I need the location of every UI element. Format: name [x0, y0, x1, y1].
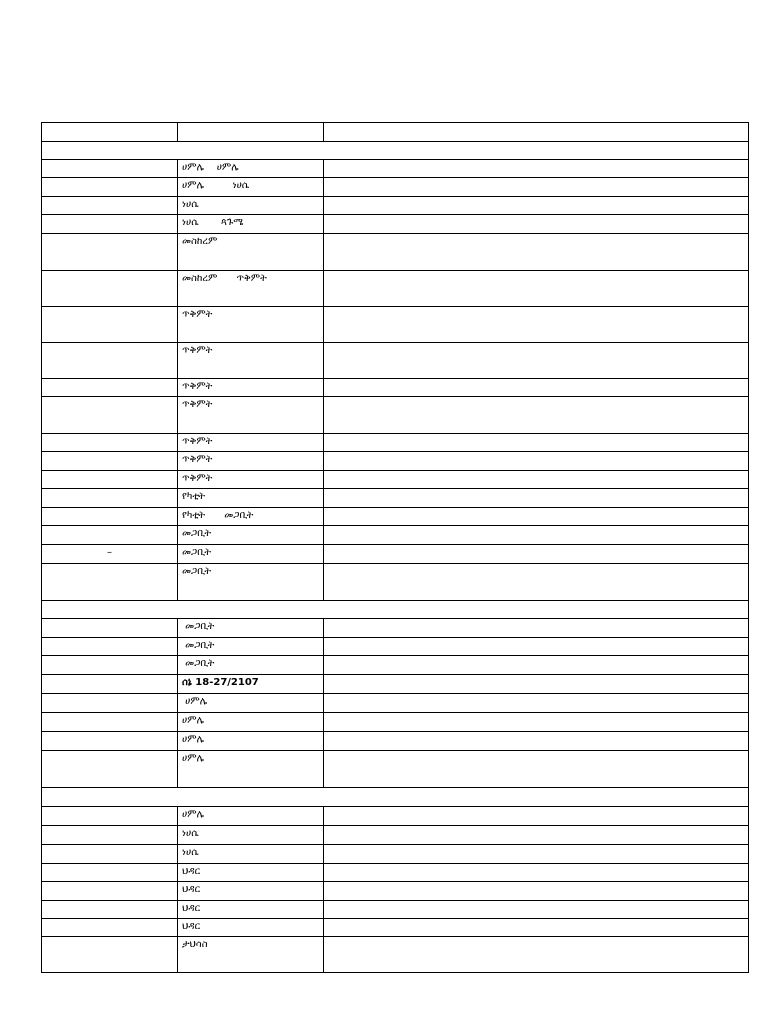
item-cell	[42, 307, 178, 343]
remark-cell	[324, 564, 749, 601]
table-row	[42, 397, 749, 434]
item-cell	[42, 343, 178, 379]
remark-cell	[324, 489, 749, 508]
item-cell	[42, 471, 178, 489]
table-row	[42, 713, 749, 732]
date-cell: ጥቅምት	[178, 471, 324, 489]
table-row	[42, 751, 749, 788]
remark-cell	[324, 937, 749, 973]
schedule-table-body	[42, 123, 749, 973]
table-row	[42, 271, 749, 307]
table-row	[42, 882, 749, 901]
item-cell	[42, 215, 178, 234]
remark-cell	[324, 271, 749, 307]
table-row	[42, 545, 749, 564]
item-cell	[42, 379, 178, 397]
item-cell	[42, 234, 178, 271]
remark-cell	[324, 379, 749, 397]
schedule-table	[41, 122, 749, 973]
table-row	[42, 123, 749, 142]
item-cell: –	[42, 545, 178, 564]
item-cell	[42, 508, 178, 526]
table-row	[42, 471, 749, 489]
item-cell	[42, 178, 178, 197]
item-cell	[42, 751, 178, 788]
date-cell: ሀምሌ	[178, 694, 324, 713]
table-row	[42, 564, 749, 601]
date-cell: ጥቅምት	[178, 379, 324, 397]
table-row	[42, 452, 749, 471]
remark-cell	[324, 434, 749, 452]
date-cell: ህዳር	[178, 882, 324, 901]
item-cell	[42, 452, 178, 471]
item-cell	[42, 397, 178, 434]
item-cell	[42, 564, 178, 601]
item-cell	[42, 434, 178, 452]
table-row	[42, 160, 749, 178]
date-cell: ጥቅምት	[178, 343, 324, 379]
remark-cell	[324, 807, 749, 826]
remark-cell	[324, 471, 749, 489]
date-cell: ነሀሴ ጳጉሜ	[178, 215, 324, 234]
section-divider-row	[42, 788, 749, 807]
item-cell	[42, 489, 178, 508]
item-cell	[42, 713, 178, 732]
remark-cell	[324, 178, 749, 197]
table-row	[42, 215, 749, 234]
table-row	[42, 379, 749, 397]
date-cell: መጋቢት	[178, 638, 324, 656]
date-cell: የካቲት መጋቢት	[178, 508, 324, 526]
item-cell	[42, 826, 178, 845]
section-divider-row	[42, 142, 749, 160]
remark-cell	[324, 638, 749, 656]
date-cell: ህዳር	[178, 864, 324, 882]
table-row	[42, 732, 749, 751]
date-cell: መጋቢት	[178, 545, 324, 564]
date-cell: ጥቅምት	[178, 434, 324, 452]
table-row	[42, 234, 749, 271]
item-cell	[42, 197, 178, 215]
item-cell	[42, 807, 178, 826]
item-cell	[42, 845, 178, 864]
item-cell	[42, 694, 178, 713]
remark-cell	[324, 675, 749, 694]
date-cell: መጋቢት	[178, 656, 324, 675]
date-cell: መጋቢት	[178, 526, 324, 545]
table-row	[42, 807, 749, 826]
date-cell	[178, 123, 324, 142]
item-cell	[42, 937, 178, 973]
table-row	[42, 901, 749, 919]
date-cell: ሀምሌ ነሀሴ	[178, 178, 324, 197]
item-cell	[42, 919, 178, 937]
remark-cell	[324, 160, 749, 178]
table-row	[42, 178, 749, 197]
date-cell: ነሀሴ	[178, 197, 324, 215]
item-cell	[42, 732, 178, 751]
remark-cell	[324, 864, 749, 882]
date-cell: ህዳር	[178, 901, 324, 919]
table-row	[42, 638, 749, 656]
item-cell	[42, 656, 178, 675]
remark-cell	[324, 656, 749, 675]
item-cell	[42, 901, 178, 919]
date-cell: ነሀሴ	[178, 845, 324, 864]
remark-cell	[324, 882, 749, 901]
remark-cell	[324, 343, 749, 379]
date-cell: ጥቅምት	[178, 397, 324, 434]
remark-cell	[324, 619, 749, 638]
section-divider-cell	[42, 142, 749, 160]
table-row	[42, 675, 749, 694]
item-cell	[42, 526, 178, 545]
remark-cell	[324, 526, 749, 545]
table-row	[42, 694, 749, 713]
date-cell: ሀምሌ	[178, 751, 324, 788]
table-row	[42, 508, 749, 526]
table-row	[42, 526, 749, 545]
remark-cell	[324, 234, 749, 271]
table-row	[42, 197, 749, 215]
remark-cell	[324, 713, 749, 732]
table-row	[42, 845, 749, 864]
section-divider-cell	[42, 788, 749, 807]
remark-cell	[324, 732, 749, 751]
table-row	[42, 919, 749, 937]
item-cell	[42, 882, 178, 901]
date-cell: ጥቅምት	[178, 307, 324, 343]
date-cell: ጥቅምት	[178, 452, 324, 471]
date-cell: ነሀሴ	[178, 826, 324, 845]
table-row	[42, 434, 749, 452]
table-row	[42, 343, 749, 379]
remark-cell	[324, 751, 749, 788]
remark-cell	[324, 919, 749, 937]
date-cell: ሰኔ 18-27/2107	[178, 675, 324, 694]
item-cell	[42, 160, 178, 178]
date-cell: መጋቢት	[178, 564, 324, 601]
section-divider-row	[42, 601, 749, 619]
table-row	[42, 489, 749, 508]
section-divider-cell	[42, 601, 749, 619]
date-cell: ህዳር	[178, 919, 324, 937]
remark-cell	[324, 826, 749, 845]
table-row	[42, 826, 749, 845]
table-row	[42, 656, 749, 675]
item-cell	[42, 864, 178, 882]
date-cell: ሀምሌ ሀምሌ	[178, 160, 324, 178]
date-cell: መጋቢት	[178, 619, 324, 638]
item-cell	[42, 638, 178, 656]
table-row	[42, 307, 749, 343]
date-cell: ሀምሌ	[178, 807, 324, 826]
date-cell: መስከረም	[178, 234, 324, 271]
remark-cell	[324, 545, 749, 564]
remark-cell	[324, 123, 749, 142]
item-cell	[42, 675, 178, 694]
table-row	[42, 864, 749, 882]
date-cell: መስከረም ጥቅምት	[178, 271, 324, 307]
item-cell	[42, 271, 178, 307]
remark-cell	[324, 901, 749, 919]
item-cell	[42, 619, 178, 638]
date-cell: ታህሳስ	[178, 937, 324, 973]
date-cell: ሀምሌ	[178, 713, 324, 732]
remark-cell	[324, 452, 749, 471]
remark-cell	[324, 508, 749, 526]
remark-cell	[324, 845, 749, 864]
table-row	[42, 619, 749, 638]
date-cell: የካቲት	[178, 489, 324, 508]
remark-cell	[324, 694, 749, 713]
table-row	[42, 937, 749, 973]
remark-cell	[324, 215, 749, 234]
remark-cell	[324, 197, 749, 215]
remark-cell	[324, 397, 749, 434]
item-cell	[42, 123, 178, 142]
remark-cell	[324, 307, 749, 343]
date-cell: ሀምሌ	[178, 732, 324, 751]
